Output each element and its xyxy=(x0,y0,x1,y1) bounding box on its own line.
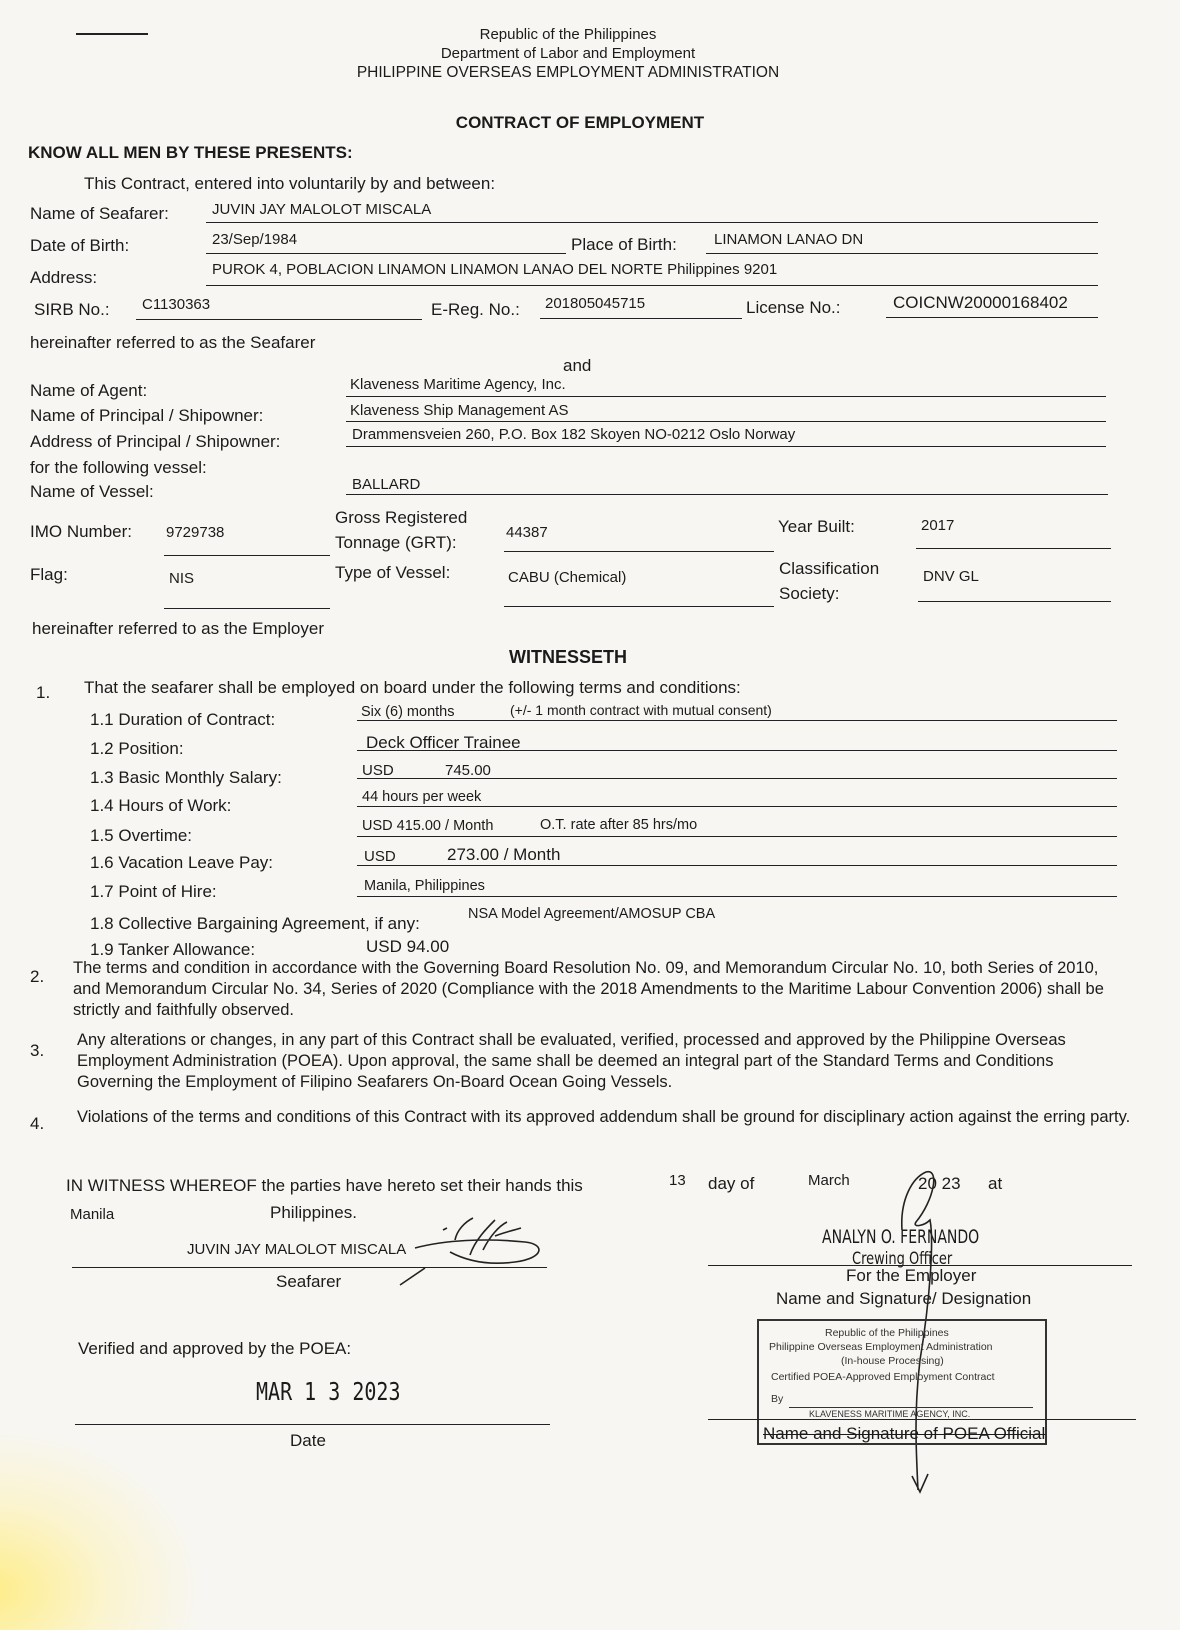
employer-for: For the Employer xyxy=(846,1266,977,1285)
pob-label: Place of Birth: xyxy=(571,235,677,254)
clause-text: Violations of the terms and conditions of this Contract with its approved addendum shall be ground for disciplinary action against the erring party. xyxy=(77,1108,1131,1126)
year-value: 2017 xyxy=(921,517,955,534)
term-label: 1.1 Duration of Contract: xyxy=(90,710,276,729)
term-value: Manila, Philippines xyxy=(364,878,485,894)
verified-text: Verified and approved by the POEA: xyxy=(78,1339,352,1358)
employer-caption: Name and Signature/ Designation xyxy=(776,1289,1032,1308)
vessel-line xyxy=(346,494,1108,495)
date-line xyxy=(75,1424,550,1425)
grt-value: 44387 xyxy=(506,524,548,541)
term-line xyxy=(357,720,1117,721)
tanker-value: USD 94.00 xyxy=(366,937,450,956)
address-value: PUROK 4, POBLACION LINAMON LINAMON LANAO DEL NORTE Philippines 9201 xyxy=(212,261,778,278)
grt-label-1: Gross Registered xyxy=(335,508,468,527)
principal-line xyxy=(346,421,1106,422)
type-label: Type of Vessel: xyxy=(335,563,451,582)
stamp-line: Philippine Overseas Employment Administration xyxy=(769,1341,993,1353)
principal-address-label: Address of Principal / Shipowner: xyxy=(30,432,281,451)
seafarer-signature xyxy=(395,1200,555,1290)
license-line xyxy=(886,317,1098,318)
dob-value: 23/Sep/1984 xyxy=(212,231,298,248)
witness-at: at xyxy=(988,1174,1003,1193)
term-value: Six (6) months xyxy=(361,704,455,720)
cba-label: 1.8 Collective Bargaining Agreement, if any: xyxy=(90,914,420,933)
vessel-value: BALLARD xyxy=(352,476,421,493)
stamp-line: Republic of the Philippines xyxy=(825,1327,949,1339)
term-label: 1.7 Point of Hire: xyxy=(90,882,217,901)
term-label: 1.5 Overtime: xyxy=(90,826,193,845)
grt-label-2: Tonnage (GRT): xyxy=(335,533,457,552)
ereg-label: E-Reg. No.: xyxy=(431,300,520,319)
seafarer-name-value: JUVIN JAY MALOLOT MISCALA xyxy=(212,201,432,218)
term-line xyxy=(357,750,1117,751)
intro-text: This Contract, entered into voluntarily by and between: xyxy=(84,174,496,193)
date-stamp: MAR 1 3 2023 xyxy=(256,1377,401,1406)
term-extra: O.T. rate after 85 hrs/mo xyxy=(540,817,698,833)
witness-day-of: day of xyxy=(708,1174,755,1193)
employer-hereinafter: hereinafter referred to as the Employer xyxy=(32,619,324,638)
class-value: DNV GL xyxy=(923,568,979,585)
term-1-number: 1. xyxy=(36,683,51,702)
principal-label: Name of Principal / Shipowner: xyxy=(30,406,264,425)
term-label: 1.4 Hours of Work: xyxy=(90,796,232,815)
seafarer-caption: Seafarer xyxy=(276,1272,342,1291)
tanker-label: 1.9 Tanker Allowance: xyxy=(90,940,256,959)
witness-month: March xyxy=(808,1172,850,1189)
seafarer-name-line xyxy=(206,222,1098,223)
agent-value: Klaveness Maritime Agency, Inc. xyxy=(350,376,566,393)
header-agency: PHILIPPINE OVERSEAS EMPLOYMENT ADMINISTRATION xyxy=(356,64,780,81)
clause-text: Any alterations or changes, in any part of this Contract shall be evaluated, verified, processed and approved by the Philippine Overseas Employment Administration (POEA). Upon approval, the same shall be deemed an integral part of the Standard Terms and Conditions Governing the Employment of Filipino Seafarers On-Board Ocean Going Vessels. xyxy=(77,1031,1066,1091)
cba-value: NSA Model Agreement/AMOSUP CBA xyxy=(468,906,716,922)
license-value: COICNW20000168402 xyxy=(893,293,1068,312)
stamp-sign-line xyxy=(789,1407,1033,1408)
term-line xyxy=(357,806,1117,807)
clause-text: The terms and condition in accordance with the Governing Board Resolution No. 09, and Memorandum Circular No. 10, both Series of 2010, and Memorandum Circular No. 34, Series of 2020 (Compliance with the 2018 Amendments to the Maritime Labour Convention 2006) shall be strictly and faithfully observed. xyxy=(73,959,1104,1019)
term-extra: (+/- 1 month contract with mutual consent) xyxy=(510,702,772,718)
term-line xyxy=(357,778,1117,779)
seafarer-hereinafter: hereinafter referred to as the Seafarer xyxy=(30,333,316,352)
term-line xyxy=(357,836,1117,837)
term-value: USD xyxy=(364,848,396,865)
date-caption: Date xyxy=(290,1431,326,1450)
sirb-value: C1130363 xyxy=(142,296,211,313)
employer-title: Crewing Officer xyxy=(852,1249,953,1269)
witness-place: Manila xyxy=(70,1206,115,1223)
and-text: and xyxy=(563,356,592,375)
principal-address-line xyxy=(346,446,1106,447)
imo-line xyxy=(164,555,330,556)
pob-line xyxy=(706,253,1098,254)
principal-value: Klaveness Ship Management AS xyxy=(350,402,569,419)
stamp-line: KLAVENESS MARITIME AGENCY, INC. xyxy=(809,1409,971,1419)
agent-line xyxy=(346,396,1106,397)
agent-label: Name of Agent: xyxy=(30,381,148,400)
witness-day: 13 xyxy=(669,1172,686,1189)
term-value: USD xyxy=(362,762,394,779)
type-line xyxy=(504,606,774,607)
sirb-line xyxy=(136,319,422,320)
witnesseth-heading: WITNESSETH xyxy=(509,647,628,667)
for-vessel-text: for the following vessel: xyxy=(30,458,207,477)
address-label: Address: xyxy=(30,268,98,287)
class-label-1: Classification xyxy=(779,559,880,578)
imo-value: 9729738 xyxy=(166,524,225,541)
dob-label: Date of Birth: xyxy=(30,236,130,255)
class-label-2: Society: xyxy=(779,584,840,603)
flag-value: NIS xyxy=(169,570,195,587)
term-label: 1.2 Position: xyxy=(90,739,184,758)
term-value: 44 hours per week xyxy=(362,789,482,805)
header-republic: Republic of the Philippines xyxy=(479,26,657,43)
know-all-heading: KNOW ALL MEN BY THESE PRESENTS: xyxy=(28,143,353,162)
imo-label: IMO Number: xyxy=(30,522,133,541)
clause-number: 4. xyxy=(30,1114,45,1133)
flag-label: Flag: xyxy=(30,565,68,584)
address-line xyxy=(206,285,1098,286)
principal-address-value: Drammensveien 260, P.O. Box 182 Skoyen NO-0212 Oslo Norway xyxy=(352,426,796,443)
term-label: 1.6 Vacation Leave Pay: xyxy=(90,853,274,872)
stamp-line: (In-house Processing) xyxy=(841,1355,944,1367)
term-value: USD 415.00 / Month xyxy=(362,818,494,834)
stamp-line: Certified POEA-Approved Employment Contract xyxy=(771,1371,995,1383)
type-value: CABU (Chemical) xyxy=(508,569,627,586)
document-title: CONTRACT OF EMPLOYMENT xyxy=(455,113,705,132)
grt-line xyxy=(504,551,774,552)
term-value: Deck Officer Trainee xyxy=(366,733,521,752)
class-line xyxy=(918,601,1111,602)
term-line xyxy=(357,865,1117,866)
poea-caption: Name and Signature of POEA Official xyxy=(763,1424,1046,1443)
term-extra: 745.00 xyxy=(445,762,491,779)
flag-line xyxy=(164,608,330,609)
ereg-value: 201805045715 xyxy=(545,295,646,312)
poea-sign-line xyxy=(708,1419,1136,1420)
dob-line xyxy=(206,253,566,254)
seafarer-sign-name: JUVIN JAY MALOLOT MISCALA xyxy=(187,1241,407,1258)
term-line xyxy=(357,896,1117,897)
clause-number: 2. xyxy=(30,967,45,986)
pob-value: LINAMON LANAO DN xyxy=(714,231,864,248)
term-extra: 273.00 / Month xyxy=(447,845,561,864)
year-line xyxy=(916,548,1111,549)
vessel-label: Name of Vessel: xyxy=(30,482,154,501)
header-department: Department of Labor and Employment xyxy=(440,45,696,62)
employer-signatory: ANALYN O. FERNANDO xyxy=(822,1226,980,1248)
terms-intro: That the seafarer shall be employed on board under the following terms and conditions: xyxy=(84,678,741,697)
term-label: 1.3 Basic Monthly Salary: xyxy=(90,768,282,787)
light-flare xyxy=(0,1430,200,1630)
sirb-label: SIRB No.: xyxy=(34,300,110,319)
seafarer-name-label: Name of Seafarer: xyxy=(30,204,169,223)
stamp-line: By xyxy=(771,1393,784,1405)
ereg-line xyxy=(540,318,742,319)
clause-number: 3. xyxy=(30,1041,45,1060)
year-label: Year Built: xyxy=(778,517,855,536)
license-label: License No.: xyxy=(746,298,841,317)
witness-country: Philippines. xyxy=(270,1203,357,1222)
witness-year: 20 23 xyxy=(918,1174,961,1193)
witness-text: IN WITNESS WHEREOF the parties have hereto set their hands this xyxy=(66,1176,583,1195)
